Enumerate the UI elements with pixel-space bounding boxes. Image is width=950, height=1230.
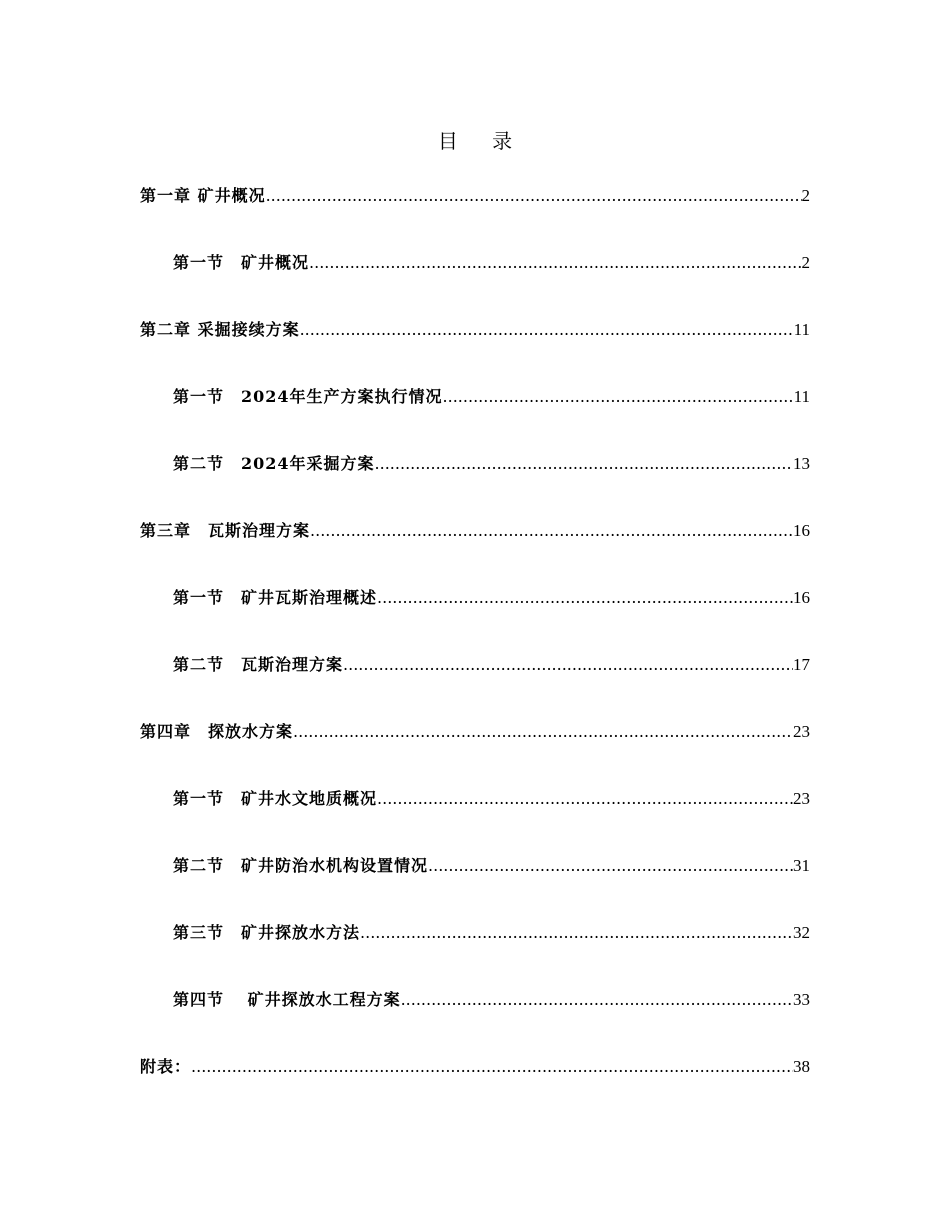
dot-leader [343,653,793,677]
toc-entry-label: 第一节 2024年生产方案执行情况 [173,387,443,406]
toc-entry-page: 38 [793,1057,810,1076]
toc-entry-label: 第四节 矿井探放水工程方案 [173,990,401,1009]
dot-leader [191,1055,793,1079]
toc-entry-label: 第二节 瓦斯治理方案 [173,655,344,674]
toc-entry[interactable] [140,1053,810,1079]
toc-title: 目 录 [437,129,527,153]
toc-entry-label: 第一节 矿井瓦斯治理概述 [173,588,378,607]
toc-entry-label: 第二章 采掘接续方案 [140,320,300,339]
dot-leader [443,385,794,409]
toc-entry-page: 2 [801,253,810,272]
toc-entry[interactable] [140,852,810,878]
toc-entry-label: 第三节 矿井探放水方法 [173,923,361,942]
toc-entry[interactable] [140,182,810,208]
toc-entry-page: 11 [793,320,810,339]
toc-entry-page: 16 [793,588,810,607]
toc-entry-page: 17 [793,655,810,674]
toc-entry-page: 11 [793,387,810,406]
toc-entry-page: 32 [793,923,810,942]
toc-entry[interactable] [140,517,810,543]
dot-leader [401,988,793,1012]
dot-leader [360,921,793,945]
toc-entry[interactable] [140,584,810,610]
toc-entry-page: 31 [793,856,810,875]
toc-entry-label: 第二节 2024年采掘方案 [173,454,375,473]
toc-entry-page: 23 [793,722,810,741]
toc-entry-label: 第三章 瓦斯治理方案 [140,521,311,540]
toc-entry-page: 33 [793,990,810,1009]
toc-entry-page: 2 [801,186,810,205]
toc-entry-label: 附表： [140,1057,192,1076]
toc-entry-label: 第四章 探放水方案 [140,722,294,741]
dot-leader [293,720,793,744]
toc-entry-label: 第二节 矿井防治水机构设置情况 [173,856,429,875]
toc-entry[interactable] [140,383,810,409]
dot-leader [300,318,794,342]
toc-entry[interactable] [140,986,810,1012]
toc-entry-label: 第一节 矿井水文地质概况 [173,789,378,808]
toc-entry[interactable] [140,450,810,476]
toc-entry[interactable] [140,785,810,811]
toc-entry[interactable] [140,651,810,677]
dot-leader [309,251,801,275]
toc-entry[interactable] [140,316,810,342]
toc-entry-page: 16 [793,521,810,540]
dot-leader [377,586,793,610]
toc-entry-label: 第一节 矿井概况 [173,253,310,272]
table-of-contents [140,182,810,1120]
toc-entry[interactable] [140,919,810,945]
dot-leader [375,452,793,476]
toc-entry-page: 13 [793,454,810,473]
toc-entry[interactable] [140,249,810,275]
dot-leader [310,519,793,543]
toc-entry-page: 23 [793,789,810,808]
dot-leader [428,854,793,878]
toc-entry-label: 第一章 矿井概况 [140,186,266,205]
toc-entry[interactable] [140,718,810,744]
dot-leader [266,184,802,208]
dot-leader [377,787,793,811]
